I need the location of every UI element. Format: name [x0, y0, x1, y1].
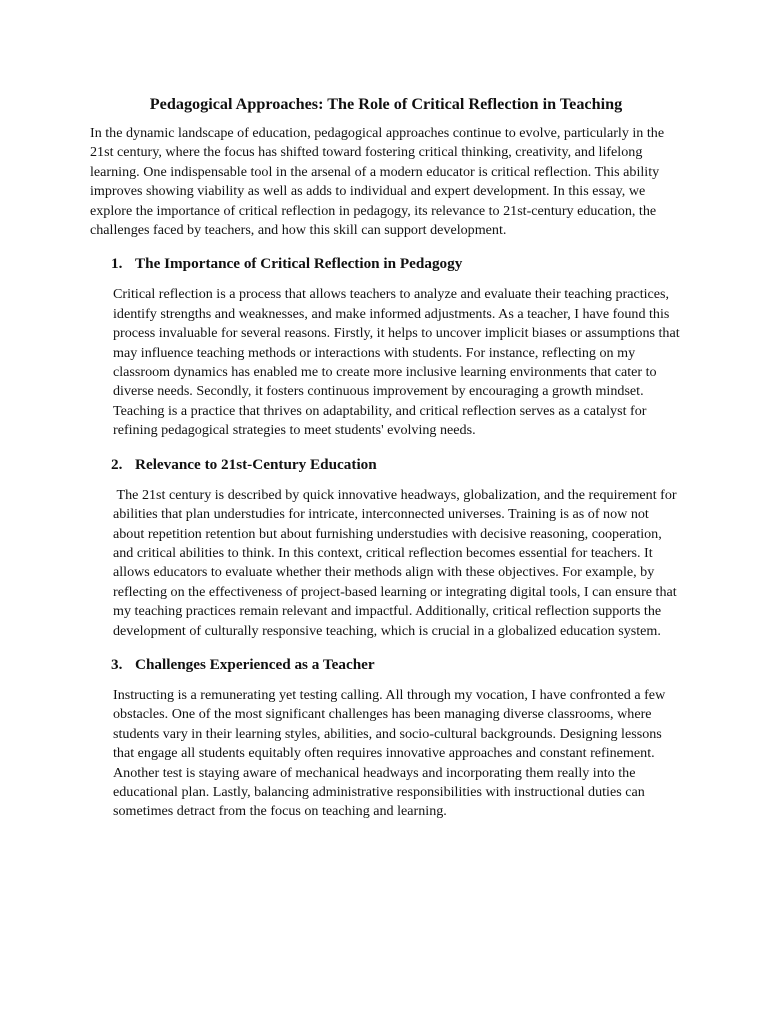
- section-heading-text: Relevance to 21st-Century Education: [135, 455, 377, 473]
- section-body: Critical reflection is a process that allows teachers to analyze and evaluate their teaching practices, identify strengths and weaknesses, and make informed adjustments. As a teacher, I have found this process invaluable for several reasons. Firstly, it helps to uncover implicit biases or assumptions that may influence teaching methods or interactions with students. For instance, reflecting on my classroom dynamics has enabled me to create more inclusive learning environments that cater to diverse needs. Secondly, it fosters continuous improvement by encouraging a growth mindset. Teaching is a practice that thrives on adaptability, and critical reflection serves as a catalyst for refining pedagogical strategies to meet students' evolving needs.: [113, 286, 680, 439]
- document-title: Pedagogical Approaches: The Role of Critical Reflection in Teaching: [149, 95, 623, 113]
- section-relevance: [113, 455, 682, 641]
- section-heading: [111, 655, 682, 674]
- intro-paragraph: In the dynamic landscape of education, pedagogical approaches continue to evolve, particularly in the 21st century, where the focus has shifted toward fostering critical thinking, creativity, and lifelong learning. One indispensable tool in the arsenal of a modern educator is critical reflection. This ability improves showing viability as well as adds to individual and expert development. In this essay, we explore the importance of critical reflection in pedagogy, its relevance to 21st-century education, the challenges faced by teachers, and how this skill can support development.: [90, 125, 665, 239]
- section-body: Instructing is a remunerating yet testing calling. All through my vocation, I have confronted a few obstacles. One of the most significant challenges has been managing diverse classrooms, where students vary in their learning styles, abilities, and socio-cultural backgrounds. Designing lessons that engage all students equitably often requires innovative approaches and constant refinement. Another test is staying aware of mechanical headways and incorporating them really into the educational plan. Lastly, balancing administrative responsibilities with instructional duties can sometimes detract from the focus on teaching and learning.: [113, 686, 666, 820]
- section-number: 2.: [111, 455, 123, 473]
- section-body: The 21st century is described by quick innovative headways, globalization, and the requirement for abilities that plan understudies for intricate, interconnected universes. Training is as of now not about repetition retention but about furnishing understudies with decisive reasoning, cooperation, and critical abilities to think. In this context, critical reflection becomes essential for teachers. It allows educators to evaluate whether their methods align with these objectives. For example, by reflecting on the effectiveness of project-based learning or integrating digital tools, I can ensure that my teaching practices remain relevant and impactful. Additionally, critical reflection supports the development of culturally responsive teaching, which is crucial in a globalized education system.: [113, 486, 681, 639]
- section-heading-text: Challenges Experienced as a Teacher: [135, 655, 375, 673]
- section-heading: [111, 254, 682, 273]
- section-heading-text: The Importance of Critical Reflection in Pedagogy: [135, 255, 463, 273]
- section-heading: [111, 455, 682, 474]
- section-importance: [113, 254, 682, 440]
- document-page: [90, 0, 682, 822]
- section-challenges: [113, 655, 682, 822]
- section-number: 1.: [111, 255, 123, 273]
- section-number: 3.: [111, 655, 123, 673]
